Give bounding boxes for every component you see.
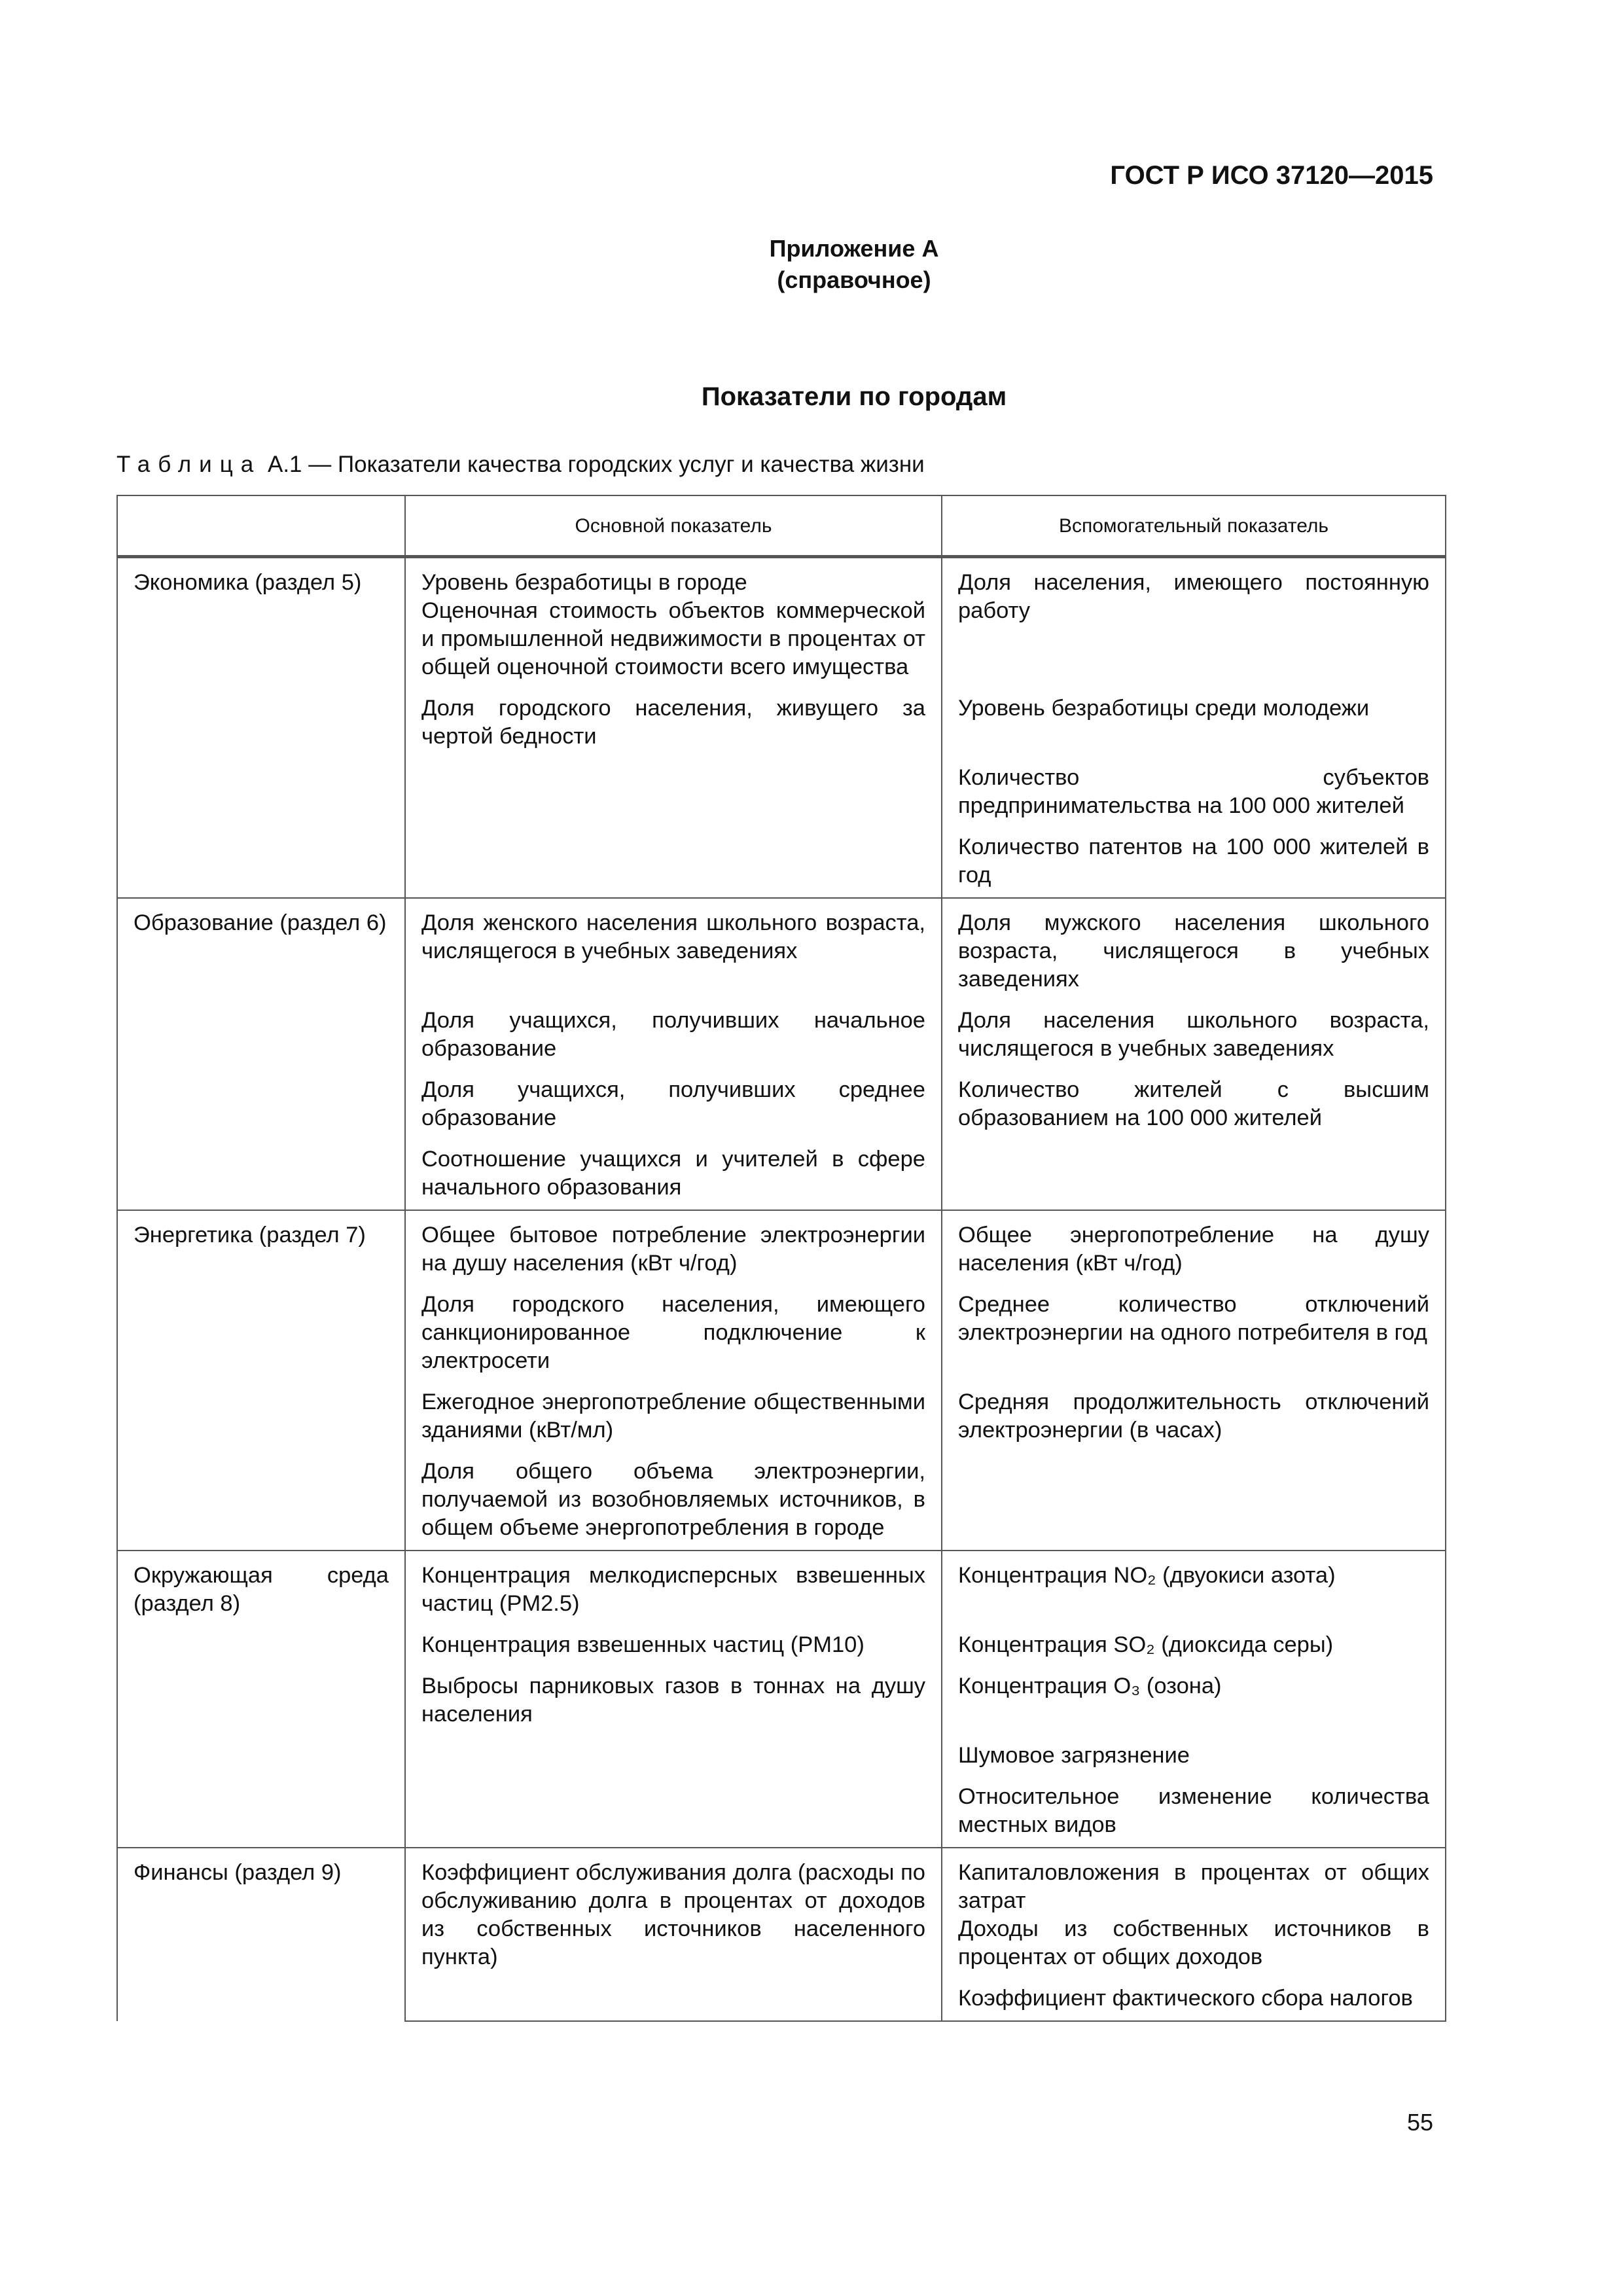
annex-header xyxy=(0,233,1623,296)
supporting-indicator-cell xyxy=(942,681,1446,751)
core-indicator-text: Уровень безработицы в городе xyxy=(421,570,747,595)
supporting-indicator-cell xyxy=(942,898,1446,994)
supporting-indicator-text: Шумовое загрязнение xyxy=(958,1743,1190,1768)
category-cell: Окружающая среда (раздел 8) xyxy=(117,1551,405,1848)
supporting-indicator-cell xyxy=(942,1375,1446,1444)
supporting-indicator-text: Уровень безработицы среди молодежи xyxy=(958,696,1370,721)
supporting-indicator-cell xyxy=(942,1659,1446,1729)
core-indicator-cell xyxy=(405,1132,942,1210)
table-row xyxy=(117,1210,1446,1278)
supporting-indicator-text: Общее энергопотребление на душу населения (кВт ч/год) xyxy=(958,1223,1429,1276)
supporting-indicator-text: Капиталовложения в процентах от общих затрат xyxy=(958,1860,1429,1913)
supporting-indicator-cell xyxy=(942,1729,1446,1770)
header-category xyxy=(117,495,405,557)
core-indicator-text: Доля городского населения, живущего за чертой бедности xyxy=(421,696,925,749)
core-indicator-cell xyxy=(405,1659,942,1729)
core-indicator-text: Доля женского населения школьного возраста, числящегося в учебных заведениях xyxy=(421,910,925,963)
core-indicator-cell xyxy=(405,1618,942,1659)
supporting-indicator-cell xyxy=(942,1848,1446,1971)
core-indicator-cell xyxy=(405,1848,942,1971)
core-indicator-text: Доля учащихся, получивших среднее образование xyxy=(421,1077,925,1130)
section-heading: Показатели по городам xyxy=(701,382,1007,411)
supporting-indicator-cell xyxy=(942,1770,1446,1848)
supporting-indicator-cell xyxy=(942,1063,1446,1132)
table-caption xyxy=(116,452,925,478)
supporting-indicator-text: Концентрация NO₂ (двуокиси азота) xyxy=(958,1563,1336,1588)
core-indicator-cell xyxy=(405,1278,942,1375)
page-number: 55 xyxy=(1406,2109,1433,2136)
core-indicator-cell xyxy=(405,681,942,751)
core-indicator-cell xyxy=(405,898,942,994)
supporting-indicator-text: Коэффициент фактического сбора налогов xyxy=(958,1986,1413,2011)
table-row xyxy=(117,1551,1446,1618)
supporting-indicator-cell xyxy=(942,1444,1446,1551)
table-caption-prefix: Таблица xyxy=(116,452,262,477)
core-indicator-text: Ежегодное энергопотребление общественными зданиями (кВт/мл) xyxy=(421,1390,925,1443)
supporting-indicator-cell xyxy=(942,994,1446,1063)
supporting-indicator-text: Количество субъектов предпринимательства на 100 000 жителей xyxy=(958,765,1429,818)
annex-title: Приложение А xyxy=(769,235,939,262)
header-core: Основной показатель xyxy=(405,495,942,557)
supporting-indicator-cell xyxy=(942,1132,1446,1210)
core-indicator-text: Соотношение учащихся и учителей в сфере начального образования xyxy=(421,1147,925,1200)
header-supporting: Вспомогательный показатель xyxy=(942,495,1446,557)
core-indicator-text: Коэффициент обслуживания долга (расходы по обслуживанию долга в процентах от доходов из собственных источников населенного пункта) xyxy=(421,1860,925,1969)
table-body xyxy=(117,557,1446,2022)
category-cell: Экономика (раздел 5) xyxy=(117,557,405,899)
supporting-indicator-cell xyxy=(942,557,1446,682)
core-indicator-cell xyxy=(405,1063,942,1132)
supporting-indicator-text: Концентрация SO₂ (диоксида серы) xyxy=(958,1632,1334,1657)
core-indicator-cell xyxy=(405,751,942,820)
core-indicator-text: Доля общего объема электроэнергии, получаемой из возобновляемых источников, в общем объеме энергопотребления в городе xyxy=(421,1459,925,1540)
supporting-indicator-cell xyxy=(942,1210,1446,1278)
supporting-indicator-text: Концентрация O₃ (озона) xyxy=(958,1674,1222,1698)
table-row xyxy=(117,898,1446,994)
supporting-indicator-text: Доля населения школьного возраста, числящегося в учебных заведениях xyxy=(958,1008,1429,1061)
supporting-indicator-cell xyxy=(942,1551,1446,1618)
table-caption-text: А.1 — Показатели качества городских услуг и качества жизни xyxy=(267,452,925,477)
core-indicator-text: Концентрация мелкодисперсных взвешенных частиц (PM2.5) xyxy=(421,1563,925,1616)
supporting-indicator-cell xyxy=(942,751,1446,820)
supporting-indicator-text: Количество жителей с высшим образованием на 100 000 жителей xyxy=(958,1077,1429,1130)
supporting-indicator-text: Среднее количество отключений электроэнергии на одного потребителя в год xyxy=(958,1292,1429,1345)
supporting-indicator-text: Доходы из собственных источников в процентах от общих доходов xyxy=(958,1916,1429,1969)
core-indicator-cell xyxy=(405,1971,942,2021)
core-indicator-cell xyxy=(405,1375,942,1444)
core-indicator-text: Доля учащихся, получивших начальное образование xyxy=(421,1008,925,1061)
supporting-indicator-cell xyxy=(942,1971,1446,2021)
annex-subtitle: (справочное) xyxy=(777,266,931,293)
supporting-indicator-cell xyxy=(942,1278,1446,1375)
core-indicator-cell xyxy=(405,1729,942,1770)
core-indicator-cell xyxy=(405,1770,942,1848)
indicators-table xyxy=(116,495,1446,2022)
core-indicator-cell xyxy=(405,820,942,898)
supporting-indicator-text: Доля населения, имеющего постоянную работу xyxy=(958,570,1429,623)
core-indicator-cell xyxy=(405,557,942,682)
core-indicator-cell xyxy=(405,1210,942,1278)
core-indicator-text: Общее бытовое потребление электроэнергии на душу населения (кВт ч/год) xyxy=(421,1223,925,1276)
supporting-indicator-text: Относительное изменение количества местных видов xyxy=(958,1784,1429,1837)
core-indicator-cell xyxy=(405,994,942,1063)
supporting-indicator-text: Количество патентов на 100 000 жителей в год xyxy=(958,834,1429,888)
table-row xyxy=(117,1848,1446,1971)
supporting-indicator-text: Доля мужского населения школьного возраста, числящегося в учебных заведениях xyxy=(958,910,1429,992)
table-row xyxy=(117,557,1446,682)
core-indicator-cell xyxy=(405,1444,942,1551)
table-header-row xyxy=(117,495,1446,557)
core-indicator-text: Выбросы парниковых газов в тоннах на душу населения xyxy=(421,1674,925,1727)
supporting-indicator-text: Средняя продолжительность отключений электроэнергии (в часах) xyxy=(958,1390,1429,1443)
core-indicator-text: Доля городского населения, имеющего санкционированное подключение к электросети xyxy=(421,1292,925,1373)
standard-code: ГОСТ Р ИСО 37120—2015 xyxy=(1110,161,1433,190)
supporting-indicator-cell xyxy=(942,1618,1446,1659)
category-cell: Образование (раздел 6) xyxy=(117,898,405,1210)
category-cell: Финансы (раздел 9) xyxy=(117,1848,405,2021)
core-indicator-cell xyxy=(405,1551,942,1618)
supporting-indicator-cell xyxy=(942,820,1446,898)
core-indicator-text: Оценочная стоимость объектов коммерческой и промышленной недвижимости в процентах от общей оценочной стоимости всего имущества xyxy=(421,598,925,679)
core-indicator-text: Концентрация взвешенных частиц (PM10) xyxy=(421,1632,865,1657)
category-cell: Энергетика (раздел 7) xyxy=(117,1210,405,1551)
